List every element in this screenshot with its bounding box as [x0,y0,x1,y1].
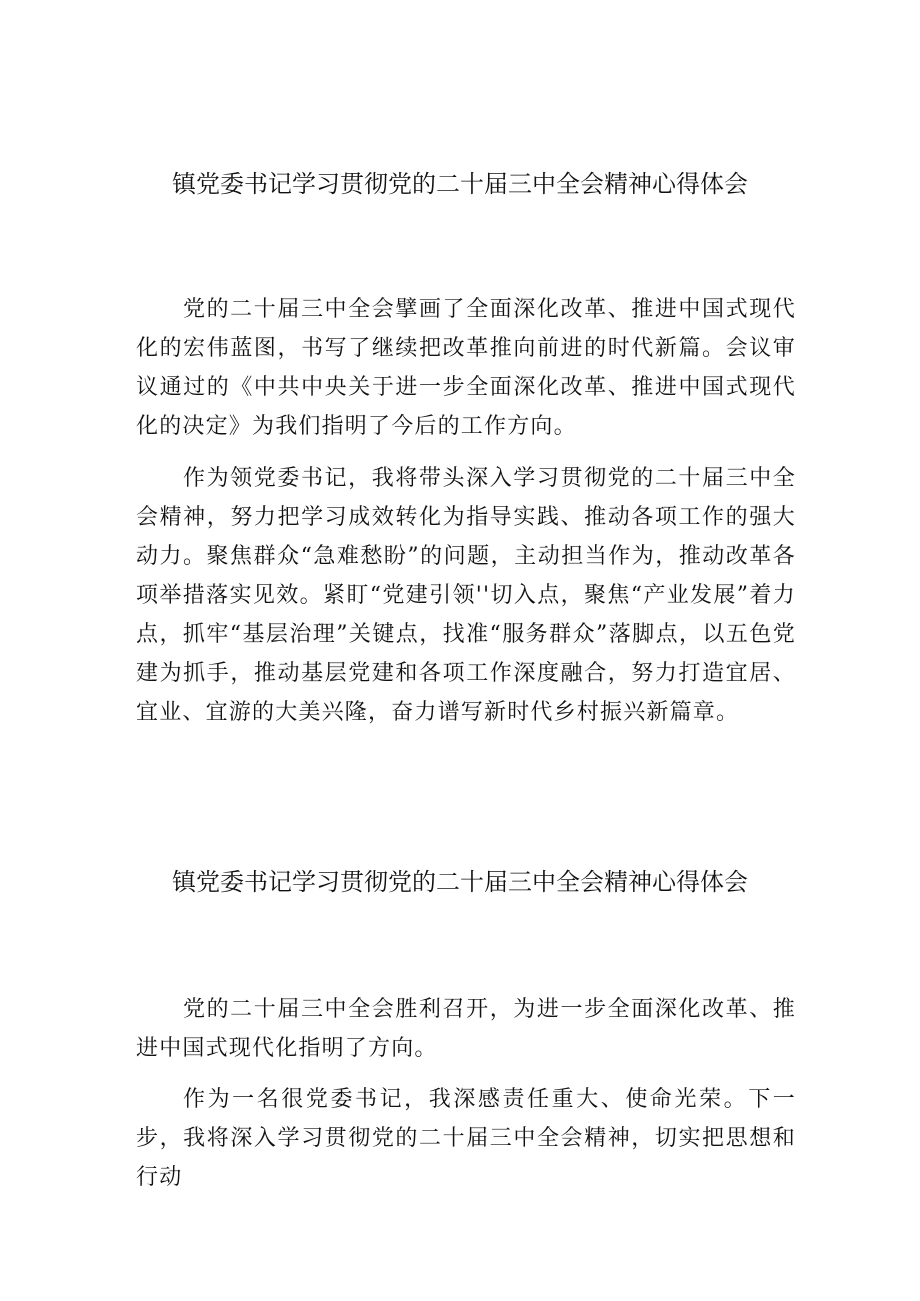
section-1-paragraph-1: 党的二十届三中全会擘画了全面深化改革、推进中国式现代化的宏伟蓝图，书写了继续把改革推向前进的时代新篇。会议审议通过的《中共中央关于进一步全面深化改革、推进中国式现代化的决定》为我们指明了今后的工作方向。 [136,297,796,439]
section-2-paragraph-1: 党的二十届三中全会胜利召开，为进一步全面深化改革、推进中国式现代化指明了方向。 [136,997,796,1061]
section-2-title: 镇党委书记学习贯彻党的二十届三中全会精神心得体会 [172,868,748,896]
section-2-paragraph-2: 作为一名很党委书记，我深感责任重大、使命光荣。下一步，我将深入学习贯彻党的二十届三中全会精神，切实把思想和行动 [136,1087,796,1190]
section-1-paragraph-2: 作为领党委书记，我将带头深入学习贯彻党的二十届三中全会精神，努力把学习成效转化为指导实践、推动各项工作的强大动力。聚焦群众“急难愁盼”的问题，主动担当作为，推动改革各项举措落实见效。紧盯“党建引领''切入点，聚焦“产业发展”着力点，抓牢“基层治理”关键点，找准“服务群众”落脚点，以五色党建为抓手，推动基层党建和各项工作深度融合，努力打造宜居、宜业、宜游的大美兴隆，奋力谱写新时代乡村振兴新篇章。 [136,466,796,725]
section-1-title: 镇党委书记学习贯彻党的二十届三中全会精神心得体会 [172,170,748,198]
